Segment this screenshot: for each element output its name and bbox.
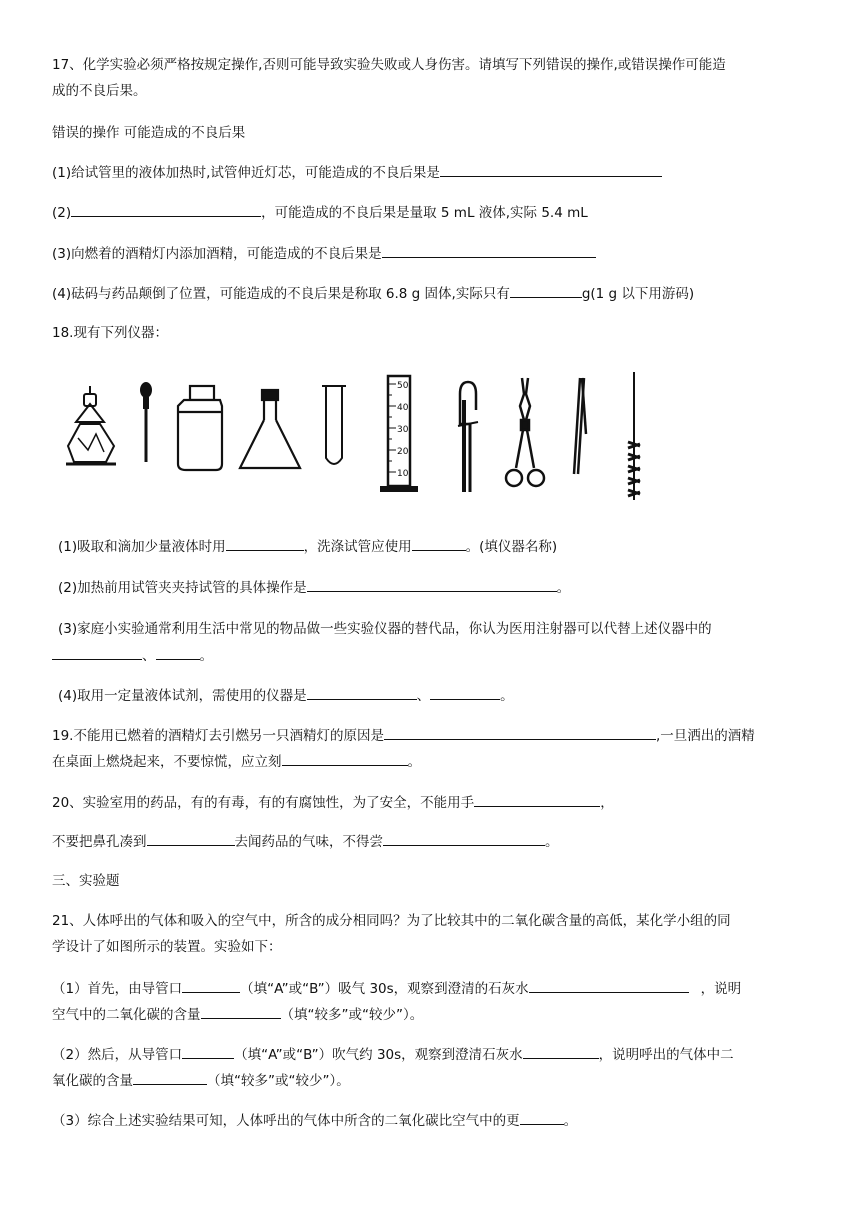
q18-item1	[58, 536, 557, 557]
q17-item2-text: ，可能造成的不良后果是量取 5 mL 液体,实际 5.4 mL	[261, 205, 588, 221]
q21-item2-blank1[interactable]	[182, 1044, 234, 1059]
q21-item2-text2: （填“A”或“B”）吹气约 30s，观察到澄清石灰水	[234, 1047, 523, 1063]
instrument-figure	[58, 364, 678, 504]
q19-text4: 。	[407, 754, 421, 770]
q18-item1-blank2[interactable]	[412, 536, 466, 551]
q21-intro-line1	[52, 911, 731, 931]
q17-item3-blank[interactable]	[382, 243, 596, 258]
q21-item1-blank1[interactable]	[182, 978, 240, 993]
q19-text2: ,一旦洒出的酒精	[655, 728, 755, 744]
q17-header-text: 错误的操作 可能造成的不良后果	[52, 125, 246, 141]
q18-item1-mid: ，洗涤试管应使用	[303, 539, 412, 555]
q21-item2-text3: ，说明呼出的气体中二	[598, 1047, 734, 1063]
q17-item2-blank[interactable]	[71, 202, 261, 217]
q17-item2	[52, 202, 588, 223]
q17-intro-line1	[52, 55, 726, 75]
q21-item1-text4: 空气中的二氧化碳的含量	[52, 1007, 201, 1023]
tweezers-icon	[574, 378, 586, 474]
q17-item4-blank[interactable]	[510, 283, 582, 298]
q17-item1-blank[interactable]	[440, 162, 662, 177]
q20-text4: 去闻药品的气味，不得尝	[234, 834, 383, 850]
q17-item4	[52, 283, 694, 304]
q17-item4-suffix: g(1 g 以下用游码)	[581, 286, 695, 302]
q18-item4-sep: 、	[416, 688, 431, 704]
q21-intro-line2	[52, 937, 282, 957]
q19-line1	[52, 725, 755, 746]
q21-item1-blank3[interactable]	[201, 1004, 281, 1019]
q21-item1-blank2[interactable]	[529, 978, 689, 993]
q20-blank1[interactable]	[474, 792, 600, 807]
q17-item2-prefix: (2)	[52, 205, 72, 221]
q18-item2	[58, 577, 570, 598]
q21-item2-line1	[52, 1044, 734, 1065]
q18-item4-blank2[interactable]	[430, 685, 500, 700]
q18-item3-text: (3)家庭小实验通常利用生活中常见的物品做一些实验仪器的替代品，你认为医用注射器可以代替上述仪器中的	[58, 621, 712, 637]
cylinder-tick-10: 10	[397, 469, 409, 479]
cylinder-tick-50: 50	[397, 381, 409, 391]
instrument-drawings	[58, 364, 678, 504]
q21-intro-text1: 21、人体呼出的气体和吸入的空气中，所含的成分相同吗？为了比较其中的二氧化碳含量的高低，某化学小组的同	[52, 913, 731, 929]
q21-item1-text1: （1）首先，由导管口	[52, 981, 183, 997]
q17-intro-text1: 17、化学实验必须严格按规定操作,否则可能导致实验失败或人身伤害。请填写下列错误的操作,或错误操作可能造	[52, 57, 726, 73]
q18-item3-sep: 、	[142, 648, 156, 664]
q18-item2-blank[interactable]	[307, 577, 557, 592]
q18-item4	[58, 685, 514, 706]
q18-item1-end: 。(填仪器名称)	[465, 539, 558, 555]
q17-item4-text: (4)砝码与药品颠倒了位置，可能造成的不良后果是称取 6.8 g 固体,实际只有	[52, 286, 510, 302]
q20-text1: 20、实验室用的药品，有的有毒，有的有腐蚀性，为了安全，不能用手	[52, 795, 475, 811]
q21-item1-line2	[52, 1004, 423, 1025]
q18-item2-end: 。	[556, 580, 571, 596]
q21-item2-text5: （填“较多”或“较少”）。	[207, 1073, 350, 1089]
wide-mouth-bottle-icon	[178, 386, 222, 470]
q18-item3-blank1[interactable]	[52, 645, 142, 660]
q17-item1-text: (1)给试管里的液体加热时,试管伸近灯芯，可能造成的不良后果是	[52, 165, 440, 181]
q21-item3-text: （3）综合上述实验结果可知，人体呼出的气体中所含的二氧化碳比空气中的更	[52, 1113, 520, 1129]
test-tube-brush-icon	[628, 372, 640, 500]
q21-item2-line2	[52, 1070, 350, 1091]
q18-item4-text: (4)取用一定量液体试剂，需使用的仪器是	[58, 688, 307, 704]
test-tube-icon	[322, 386, 346, 464]
q20-text3: 不要把鼻孔凑到	[52, 834, 147, 850]
q21-item1-line1	[52, 978, 741, 999]
q21-item3-blank[interactable]	[520, 1110, 564, 1125]
conical-flask-icon	[240, 390, 300, 468]
q19-blank2[interactable]	[282, 751, 408, 766]
q18-item3-line2	[52, 645, 213, 666]
q18-title-text: 18.现有下列仪器：	[52, 325, 168, 341]
q17-intro-line2	[52, 81, 147, 101]
q20-text5: 。	[545, 834, 559, 850]
q18-item4-blank1[interactable]	[307, 685, 417, 700]
q18-item3-line1	[58, 619, 712, 639]
cylinder-tick-30: 30	[397, 425, 409, 435]
test-tube-holder-icon	[458, 382, 478, 492]
cylinder-tick-40: 40	[397, 403, 409, 413]
q21-item3	[52, 1110, 577, 1131]
section-heading	[52, 871, 120, 891]
graduated-cylinder-icon	[380, 376, 418, 492]
dropper-icon	[140, 382, 152, 462]
q21-intro-text2: 学设计了如图所示的装置。实验如下：	[52, 939, 282, 955]
q17-table-header	[52, 123, 245, 143]
q17-item3	[52, 243, 596, 264]
q20-blank2[interactable]	[147, 831, 235, 846]
q20-line1	[52, 792, 614, 813]
q17-item1	[52, 162, 662, 183]
q21-item2-text1: （2）然后，从导管口	[52, 1047, 183, 1063]
q18-item4-end: 。	[500, 688, 514, 704]
q17-intro-text2: 成的不良后果。	[52, 83, 147, 99]
q21-item1-text3: ，说明	[700, 981, 742, 997]
section-heading-text: 三、实验题	[52, 873, 120, 889]
q19-line2	[52, 751, 421, 772]
crucible-tongs-icon	[506, 378, 544, 486]
q19-text1: 19.不能用已燃着的酒精灯去引燃另一只酒精灯的原因是	[52, 728, 384, 744]
q19-blank1[interactable]	[384, 725, 656, 740]
q20-text2: ，	[600, 795, 614, 811]
q20-line2	[52, 831, 559, 852]
q21-item2-text4: 氧化碳的含量	[52, 1073, 133, 1089]
q21-item1-text2: （填“A”或“B”）吸气 30s，观察到澄清的石灰水	[240, 981, 529, 997]
cylinder-tick-20: 20	[397, 447, 409, 457]
q18-item1-blank1[interactable]	[226, 536, 304, 551]
q18-item2-text: (2)加热前用试管夹夹持试管的具体操作是	[58, 580, 307, 596]
q21-item3-end: 。	[563, 1113, 578, 1129]
q21-item2-blank3[interactable]	[133, 1070, 207, 1085]
q21-item2-blank2[interactable]	[523, 1044, 599, 1059]
q17-item3-text: (3)向燃着的酒精灯内添加酒精，可能造成的不良后果是	[52, 246, 382, 262]
q20-blank3[interactable]	[383, 831, 545, 846]
q19-text3: 在桌面上燃烧起来，不要惊慌，应立刻	[52, 754, 282, 770]
q18-item3-blank2[interactable]	[156, 645, 200, 660]
q18-item3-end: 。	[199, 648, 213, 664]
q18-title	[52, 323, 168, 343]
alcohol-lamp-icon	[66, 386, 116, 464]
q21-item1-text5: （填“较多”或“较少”）。	[280, 1007, 424, 1023]
q18-item1-text: (1)吸取和滴加少量液体时用	[58, 539, 226, 555]
